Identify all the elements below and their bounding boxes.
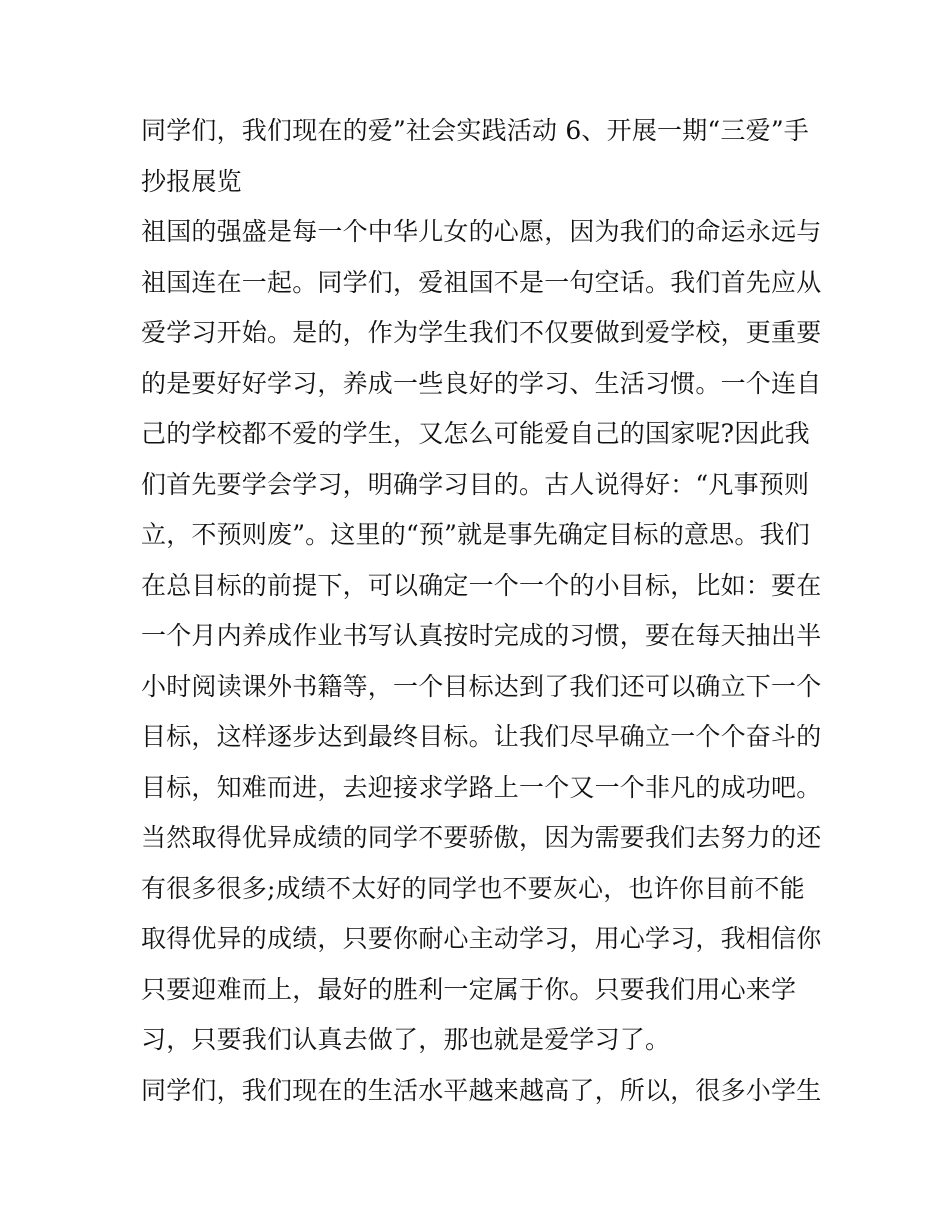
text-line: 祖国连在一起。同学们，爱祖国不是一句空话。我们首先应从 — [141, 267, 822, 297]
text-line: 祖国的强盛是每一个中华儿女的心愿，因为我们的命运永远与 — [141, 217, 822, 246]
text-line: 一个月内养成作业书写认真按时完成的习惯，要在每天抽出半 — [141, 621, 822, 650]
text-line: 当然取得优异成绩的同学不要骄傲，因为需要我们去努力的还 — [141, 823, 822, 852]
text-line: 目标，这样逐步达到最终目标。让我们尽早确立一个个奋斗的 — [141, 722, 822, 751]
text-line: 取得优异的成绩，只要你耐心主动学习，用心学习，我相信你 — [141, 924, 822, 953]
text-line: 目标，知难而进，去迎接求学路上一个又一个非凡的成功吧。 — [141, 772, 822, 802]
text-line: 的是要好好学习，养成一些良好的学习、生活习惯。一个连自 — [141, 368, 822, 398]
text-line: 己的学校都不爱的学生，又怎么可能爱自己的国家呢?因此我 — [141, 419, 810, 448]
text-line: 只要迎难而上，最好的胜利一定属于你。只要我们用心来学 — [141, 974, 797, 1004]
text-line: 同学们，我们现在的生活水平越来越高了，所以，很多小学生 — [141, 1075, 822, 1105]
text-line: 同学们，我们现在的爱”社会实践活动 6、开展一期“三爱”手 — [141, 116, 809, 145]
text-line: 有很多很多;成绩不太好的同学也不要灰心，也许你目前不能 — [141, 873, 805, 903]
text-line: 们首先要学会学习，明确学习目的。古人说得好：“凡事预则 — [141, 469, 810, 499]
text-line: 小时阅读课外书籍等，一个目标达到了我们还可以确立下一个 — [141, 671, 822, 701]
text-line: 立，不预则废”。这里的“预”就是事先确定目标的意思。我们 — [141, 520, 810, 549]
text-line: 爱学习开始。是的，作为学生我们不仅要做到爱学校，更重要 — [141, 318, 822, 347]
text-line: 抄报展览 — [141, 166, 242, 196]
text-line: 习，只要我们认真去做了，那也就是爱学习了。 — [141, 1025, 671, 1054]
document-body — [141, 106, 821, 1116]
text-line: 在总目标的前提下，可以确定一个一个的小目标，比如：要在 — [141, 570, 822, 600]
